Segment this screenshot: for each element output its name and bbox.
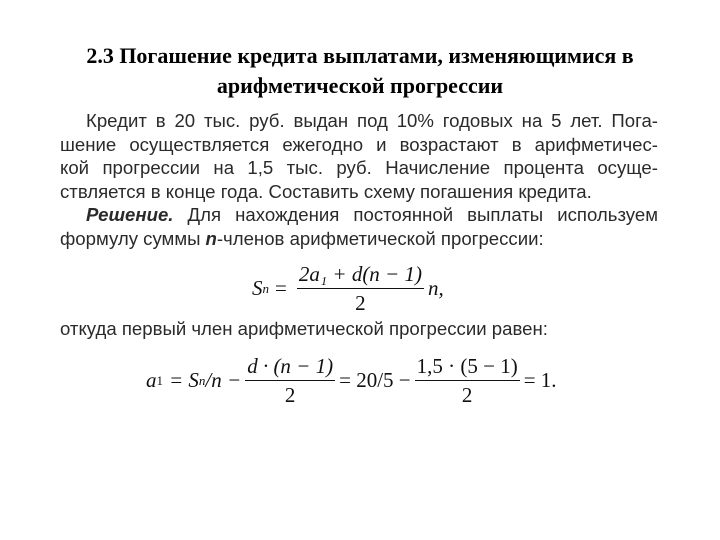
middle-text: откуда первый член арифметической прогрессии равен: [60, 318, 548, 339]
solution-line-1 [60, 203, 658, 227]
solution-label: Решение. [86, 204, 174, 225]
text: формулу суммы [60, 227, 201, 249]
word: ежегодно [282, 133, 364, 155]
solution-line-2 [60, 227, 658, 251]
variable-n: n [205, 227, 217, 249]
formula-lhs-sub: n [262, 280, 269, 296]
word: годовых [442, 110, 513, 131]
sentence: ствляется в конце года. Составить схему погашения кредита. [60, 180, 592, 202]
word: Начисление [385, 157, 491, 178]
word: шение [60, 133, 117, 155]
word: на [521, 110, 543, 131]
formula-expr-sub: n [198, 372, 206, 388]
word: арифметичес- [534, 133, 658, 155]
word: на [213, 157, 235, 178]
word: осуществляется [129, 133, 270, 155]
slide-title [40, 41, 680, 101]
fraction-denominator: 2 [461, 383, 473, 407]
word: нахождения [235, 204, 340, 225]
fraction-numerator: 1,5 · (5 − 1) [415, 354, 520, 381]
problem-line-4 [60, 180, 658, 204]
word: 20 [174, 110, 196, 131]
text: -членов арифметической прогрессии: [216, 227, 544, 249]
formula-tail: n, [427, 276, 444, 300]
problem-line-2 [60, 133, 658, 157]
word: возрастают [399, 133, 499, 155]
word: постоянной [353, 204, 454, 225]
fraction-denominator: 2 [355, 291, 366, 315]
word: руб. [249, 110, 285, 131]
word: в [155, 110, 166, 131]
word: кой [60, 157, 90, 178]
title-line-2: арифметической прогрессии [216, 73, 504, 98]
word: Для [187, 204, 222, 225]
word: под [357, 110, 388, 131]
problem-line-3 [60, 156, 658, 180]
problem-text [60, 109, 658, 250]
fraction-numerator: 2a₁ + d(n − 1) [297, 262, 424, 289]
word: руб. [336, 157, 372, 178]
word: Пога- [611, 110, 658, 131]
fraction-1 [245, 354, 335, 407]
fraction-denominator: 2 [284, 383, 296, 407]
formula-expr: = S [169, 368, 199, 392]
formula-lhs-sub: 1 [156, 372, 163, 388]
word: осуще- [597, 157, 658, 178]
word: используем [557, 204, 658, 225]
word: лет. [570, 110, 603, 131]
sum-formula [252, 262, 444, 315]
word: 5 [551, 110, 562, 131]
word: и [376, 133, 387, 155]
word: выплаты [467, 204, 544, 225]
fraction-numerator: d · (n − 1) [245, 354, 335, 381]
word: тыс. [286, 157, 323, 178]
problem-line-1 [60, 109, 658, 133]
formula-lhs: S [252, 276, 263, 300]
title-line-1: 2.3 Погашение кредита выплатами, изменяющимися в [86, 43, 634, 68]
word: процента [503, 157, 584, 178]
formula-expr-rest: /n − [205, 368, 242, 392]
formula-middle: = 20/5 − [339, 368, 411, 392]
word: Кредит [86, 110, 147, 131]
formula-lhs: a [146, 368, 157, 392]
word: прогрессии [102, 157, 201, 178]
formula-result: = 1. [523, 368, 557, 392]
word: 10% [396, 110, 434, 131]
word: в [511, 133, 522, 155]
equals-sign: = [275, 276, 287, 300]
first-term-formula [146, 354, 557, 407]
fraction [297, 262, 424, 315]
word: 1,5 [247, 157, 274, 178]
fraction-2 [415, 354, 520, 407]
word: выдан [293, 110, 349, 131]
word: тыс. [203, 110, 241, 131]
